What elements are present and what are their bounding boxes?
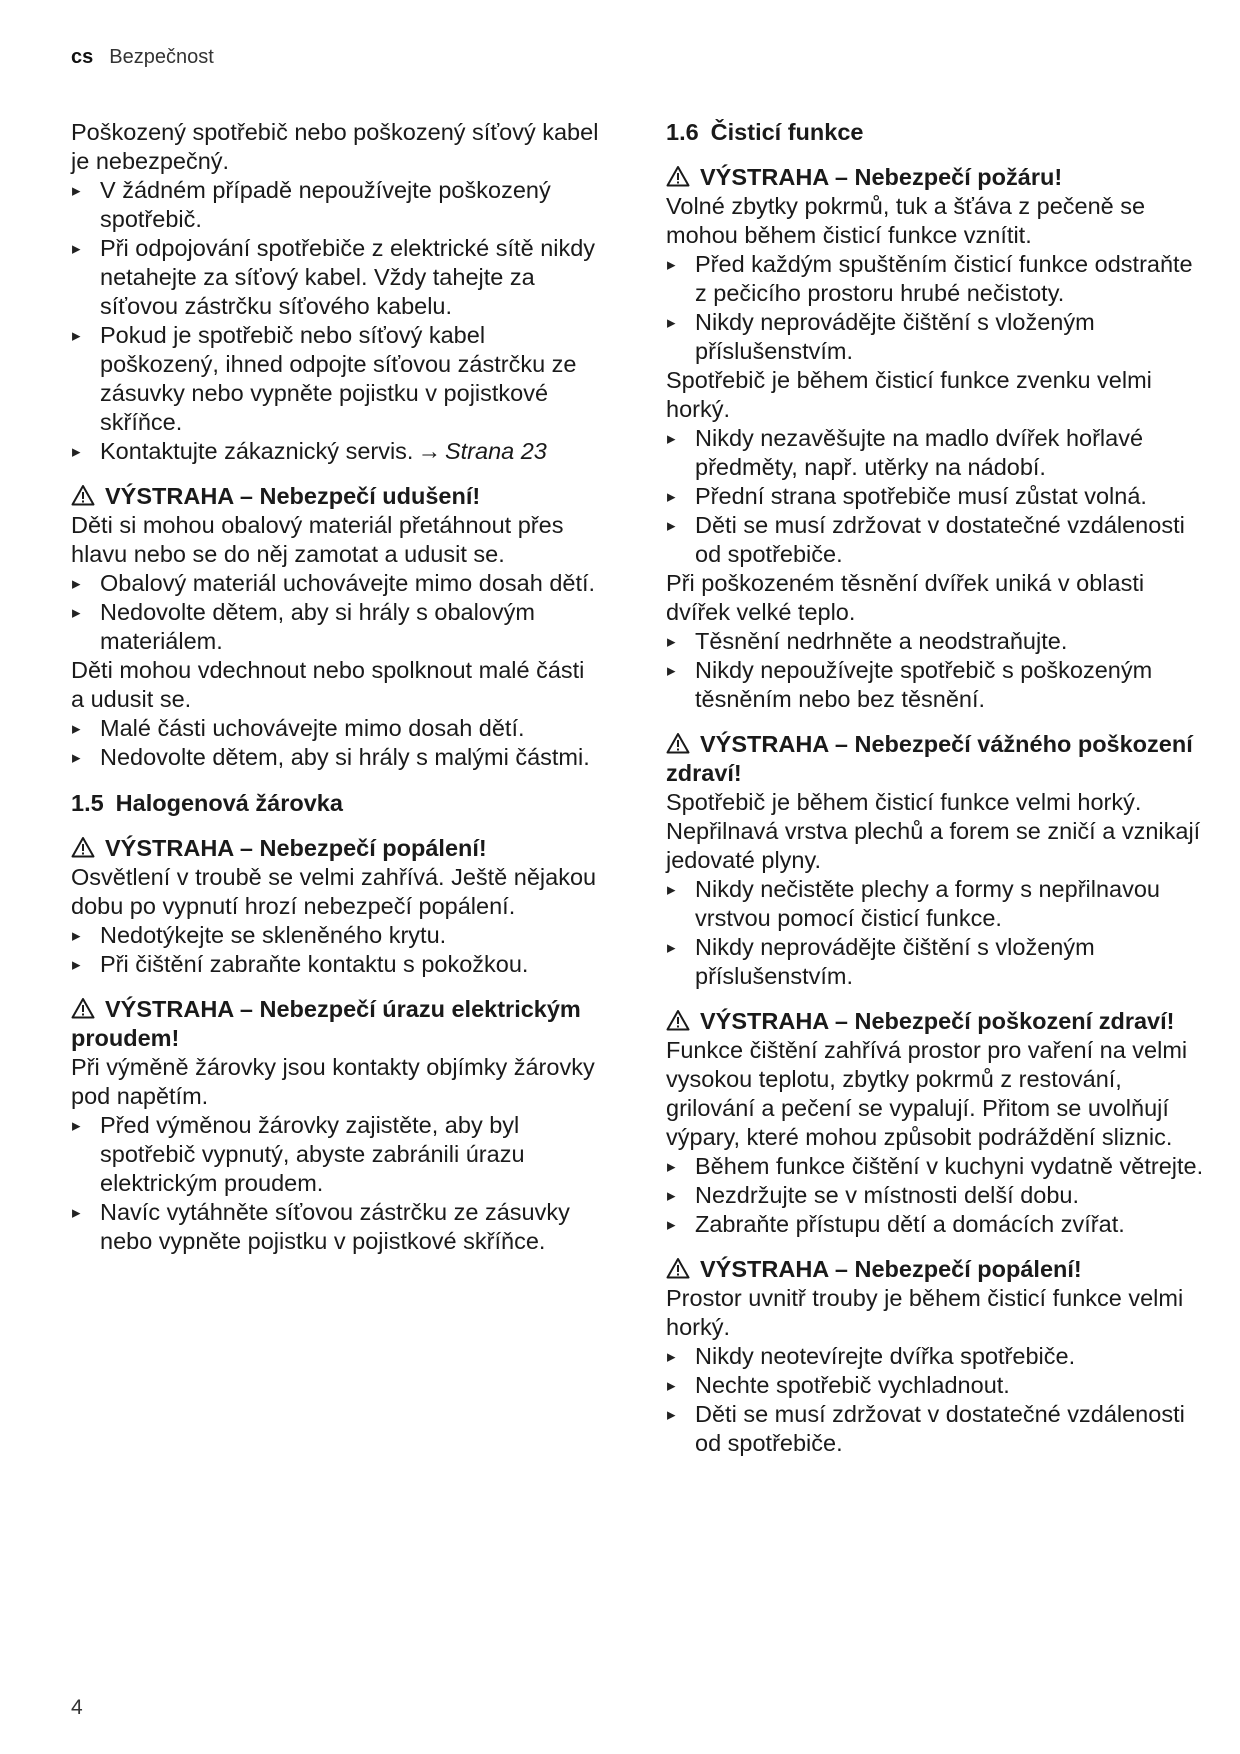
list-item: ▸ Během funkce čištění v kuchyni vydatně větrejte. [666,1152,1206,1181]
warning-text: Děti mohou vdechnout nebo spolknout malé části a udusit se. [71,657,585,712]
list-item: ▸ Nikdy nezavěšujte na madlo dvířek hořlavé předměty, např. utěrky na nádobí. [666,424,1206,482]
warning-triangle-icon [666,165,690,187]
warning-text: Při výměně žárovky jsou kontakty objímky žárovky pod napětím. [71,1054,595,1109]
list-item: ▸ Děti se musí zdržovat v dostatečné vzdálenosti od spotřebiče. [666,511,1206,569]
warning-text: Spotřebič je během čisticí funkce zvenku velmi horký. [666,367,1152,422]
list-item: ▸ Nikdy nečistěte plechy a formy s nepřilnavou vrstvou pomocí čisticí funkce. [666,875,1206,933]
bullet-list [71,569,601,656]
right-column [666,118,1206,1458]
left-column [71,118,601,1256]
list-item: ▸ Nikdy neprovádějte čištění s vloženým příslušenstvím. [666,308,1206,366]
list-item: ▸ Navíc vytáhněte síťovou zástrčku ze zásuvky nebo vypněte pojistku v pojistkové skříňce. [71,1198,601,1256]
section-title-text: Čisticí funkce [710,119,864,145]
warning-triangle-icon [71,836,95,858]
list-item: ▸ Při odpojování spotřebiče z elektrické sítě nikdy netahejte za síťový kabel. Vždy tahejte za síťovou zástrčku síťového kabelu. [71,234,601,321]
arrow-right-icon: → [417,438,441,464]
warning-text: Při poškozeném těsnění dvířek uniká v oblasti dvířek velké teplo. [666,570,1145,625]
bullet-list [666,250,1206,366]
bullet-list [71,714,601,772]
list-item: ▸ Děti se musí zdržovat v dostatečné vzdálenosti od spotřebiče. [666,1400,1206,1458]
list-item: ▸ Nedovolte dětem, aby si hrály s malými částmi. [71,743,601,772]
page-number: 4 [71,1696,83,1719]
list-item: ▸ Před každým spuštěním čisticí funkce odstraňte z pečicího prostoru hrubé nečistoty. [666,250,1206,308]
list-item: ▸ V žádném případě nepoužívejte poškozený spotřebič. [71,176,601,234]
list-item: ▸ Malé části uchovávejte mimo dosah dětí. [71,714,601,743]
page-reference-link[interactable]: Strana 23 [444,438,547,464]
bullet-list [71,921,601,979]
warning-text: Osvětlení v troubě se velmi zahřívá. Ještě nějakou dobu po vypnutí hrozí nebezpečí popálení. [71,864,597,919]
list-item-contact [71,437,601,466]
intro-text: Poškozený spotřebič nebo poškozený síťový kabel je nebezpečný. [71,119,599,174]
section-number: 1.5 [71,790,104,816]
warning-title: VÝSTRAHA – Nebezpečí udušení! [71,482,601,511]
warning-triangle-icon [666,1257,690,1279]
list-item: ▸ Pokud je spotřebič nebo síťový kabel poškozený, ihned odpojte síťovou zástrčku ze zásuvky nebo vypněte pojistku v pojistkové skříňce. [71,321,601,437]
warning-text: Funkce čištění zahřívá prostor pro vaření na velmi vysokou teplotu, zbytky pokrmů z restování, grilování a pečení se vypalují. Přitom se uvolňují výpary, které mohou způsobit podráždění sliznic. [666,1037,1188,1150]
section-title-text: Halogenová žárovka [115,790,343,816]
section-heading [666,118,1206,147]
list-item: ▸ Nechte spotřebič vychladnout. [666,1371,1206,1400]
list-item: ▸ Přední strana spotřebiče musí zůstat volná. [666,482,1206,511]
section-heading [71,789,601,818]
bullet-list [71,1111,601,1256]
warning-title: VÝSTRAHA – Nebezpečí úrazu elektrickým proudem! [71,996,581,1051]
warning-title: VÝSTRAHA – Nebezpečí popálení! [71,834,601,863]
list-item: ▸ Nikdy neprovádějte čištění s vloženým příslušenstvím. [666,933,1206,991]
list-item: ▸ Nikdy neotevírejte dvířka spotřebiče. [666,1342,1206,1371]
list-item: ▸ Obalový materiál uchovávejte mimo dosah dětí. [71,569,601,598]
warning-triangle-icon [666,1009,690,1031]
contact-text: Kontaktujte zákaznický servis. [100,438,414,464]
warning-text: Prostor uvnitř trouby je během čisticí funkce velmi horký. [666,1285,1184,1340]
language-code: cs [71,46,94,68]
intro-bullet-list [71,176,601,466]
warning-triangle-icon [71,997,95,1019]
list-item: ▸ Těsnění nedrhněte a neodstraňujte. [666,627,1206,656]
page-header [71,46,214,69]
warning-triangle-icon [666,732,690,754]
section-number: 1.6 [666,119,699,145]
warning-title: VÝSTRAHA – Nebezpečí popálení! [666,1255,1206,1284]
bullet-list [666,627,1206,714]
list-item: ▸ Nezdržujte se v místnosti delší dobu. [666,1181,1206,1210]
bullet-list [666,1342,1206,1458]
list-item: ▸ Při čištění zabraňte kontaktu s pokožkou. [71,950,601,979]
warning-triangle-icon [71,484,95,506]
warning-text: Spotřebič je během čisticí funkce velmi horký. Nepřilnavá vrstva plechů a forem se zničí a vznikají jedovaté plyny. [666,789,1201,873]
bullet-list [666,875,1206,991]
list-item: ▸ Zabraňte přístupu dětí a domácích zvířat. [666,1210,1206,1239]
bullet-list [666,424,1206,569]
warning-text: Volné zbytky pokrmů, tuk a šťáva z pečeně se mohou během čisticí funkce vznítit. [666,193,1146,248]
warning-text: Děti si mohou obalový materiál přetáhnout přes hlavu nebo se do něj zamotat a udusit se. [71,512,564,567]
warning-title: VÝSTRAHA – Nebezpečí poškození zdraví! [666,1007,1206,1036]
warning-title: VÝSTRAHA – Nebezpečí požáru! [666,163,1206,192]
warning-title: VÝSTRAHA – Nebezpečí vážného poškození zdraví! [666,731,1193,786]
bullet-list [666,1152,1206,1239]
list-item: ▸ Nikdy nepoužívejte spotřebič s poškozeným těsněním nebo bez těsnění. [666,656,1206,714]
header-section-title: Bezpečnost [109,46,214,68]
list-item: ▸ Nedotýkejte se skleněného krytu. [71,921,601,950]
list-item: ▸ Nedovolte dětem, aby si hrály s obalovým materiálem. [71,598,601,656]
list-item: ▸ Před výměnou žárovky zajistěte, aby byl spotřebič vypnutý, abyste zabránili úrazu elektrickým proudem. [71,1111,601,1198]
